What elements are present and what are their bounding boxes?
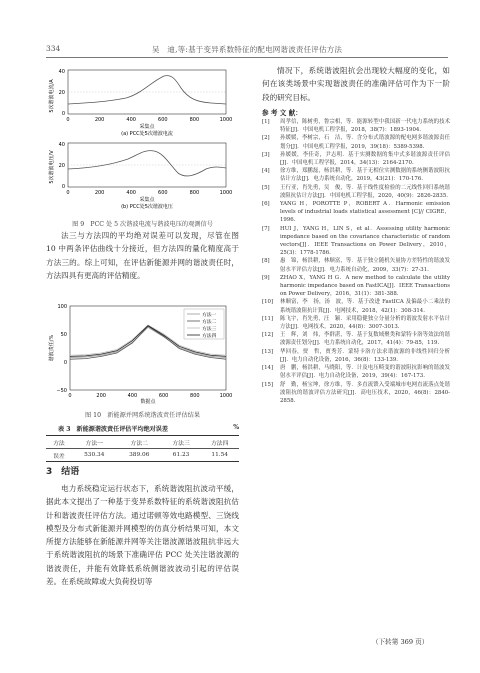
right-paragraph: 情况下，系统谐波阻抗会出现较大幅度的变化，如何在该类场景中实现谐波责任的准确评估可作为下一阶段的研究目标。: [262, 66, 450, 102]
figure-9: [46, 64, 239, 228]
panel-a-ytick: 40: [58, 69, 65, 75]
figure-10-chart: [46, 300, 239, 404]
figure-10: [46, 300, 239, 420]
figure-10-ylabel: 谐波责任/%: [49, 334, 55, 362]
figure-10-xtick: 400: [127, 393, 138, 399]
figure-10-ytick: 0: [63, 360, 67, 366]
reference-item: [4] 徐方维，郑鹏磊，杨洪耕，等．基于无相位实测数据的系统侧谐波阻抗估计方法[J]．电力系统自动化，2019，43(21)：170-176.: [262, 168, 450, 183]
left-paragraph-1: 法三与方法四的平均绝对误差可以发现，尽管在图 10 中两条评估曲线十分接近，但方法四的量化精度高于方法三的。综上可知，在评估新能源并网的谐波责任时，方法四具有更高的评估精度。: [46, 231, 239, 280]
panel-a-xtick: 400: [126, 117, 136, 123]
page-header: [46, 44, 446, 58]
figure-9-caption: 图 9 PCC 处 5 次谐波电流与谐波电压的观测信号: [72, 221, 213, 228]
panel-b-ytick: 20: [58, 163, 65, 169]
figure-10-xtick: 600: [158, 393, 169, 399]
panel-b-xtick: 1000: [219, 190, 233, 196]
reference-item: [2] 孙媛媛，李树宗，石 洁，等．含分布式谐波源的配电网多谐波源责任划分[J]．中国电机工程学报，2019，39(18)：5389-5398.: [262, 135, 450, 150]
legend-item: 方法二: [202, 320, 217, 325]
legend-item: 方法一: [202, 313, 217, 318]
panel-b: [48, 142, 232, 210]
section-3-title: 3 结语: [46, 467, 80, 477]
panel-a-ytick: 0: [61, 111, 65, 117]
panel-a-xtick: 0: [66, 117, 70, 123]
figure-10-xlabel: 数据点: [140, 399, 156, 404]
panel-a-xtick: 600: [158, 117, 168, 123]
table-3: [46, 424, 239, 462]
reference-item: [5] 王行亚，肖先勇，吴 俊，等．基于线性度检验的二元线性回归系统谐波阻抗估计方法[J]．中国电机工程学报，2020，40(9)：2826-2835.: [262, 184, 450, 199]
reference-item: [15] 舒 勤，杨宝坤，徐方维，等．多直流馈入受端城市电网直流落点处谐波阻抗的谐波评估方法研究[J]．高电压技术，2020，46(8)：2840-2858.: [262, 381, 450, 404]
panel-b-ytick: 0: [61, 184, 65, 190]
figure-10-xtick: 1000: [219, 393, 233, 399]
table-header-cell: 方法: [46, 436, 72, 449]
panel-b-ytick: 40: [58, 142, 65, 148]
header-rule: [46, 57, 448, 58]
table-row: [46, 449, 239, 462]
reference-list: [262, 118, 450, 405]
running-title: 吴 迪,等:基于变异系数特征的配电网谐波责任评估方法: [152, 45, 343, 54]
reference-item: [14] 唐 鹏，杨洪耕，马晓阳，等．计及电压畸变的谐波阻抗影响的谐波发射水平评估[J]．电力自动化设备，2019，39(4)：167-173.: [262, 365, 450, 380]
reference-item: [10] 林顺富，李 扬，汤 波，等．基于改进 FastICA 及偏最小二乘法的系统谐波阻抗计算[J]．电网技术，2018，42(1)：308-314.: [262, 299, 450, 314]
panel-b-xtick: 0: [66, 190, 70, 196]
figure-9-plots: [46, 64, 239, 214]
panel-a-xtick: 800: [189, 117, 200, 123]
figure-10-ytick: −50: [56, 388, 67, 394]
panel-b-xtick: 600: [158, 190, 168, 196]
figure-10-xtick: 200: [96, 393, 106, 399]
panel-b-xlabel: 采集点: [139, 197, 155, 203]
reference-item: [12] 王 辉，刘 炜，李群湛，等．基于复数域聚类和蒙特卡洛等效法的谐波源责任划分[J]．电力系统自动化，2017，41(4)：79-85，119.: [262, 332, 450, 347]
reference-item: [7] HUI J，YANG H，LIN S，et al．Assessing utility harmonic impedance based on the covariance characteristic of random vectors[J]．IEEE Transactions on Power Delivery，2010，25(3)：1778-1786.: [262, 225, 450, 257]
references-title: 参 考 文 献：: [262, 109, 302, 117]
table-header-cell: 方法三: [162, 436, 201, 449]
table-cell: 61.23: [162, 449, 201, 462]
panel-a-xtick: 1000: [219, 117, 233, 123]
panel-a-xlabel: 采集点: [139, 124, 155, 130]
continued-note: （下转第 369 页）: [372, 638, 429, 646]
table-cell: 11.54: [200, 449, 239, 462]
table-3-grid: [46, 435, 239, 462]
panel-a-curve: [68, 76, 226, 104]
legend-item: 方法四: [202, 334, 217, 339]
panel-a: [48, 69, 232, 137]
panel-a-ytick: 20: [58, 90, 65, 96]
reference-item: [3] 孙媛媛，李佳奇，尹志明．基于实测数据的集中式多谐波源责任评估[J]．中国电机工程学报，2014，34(13)：2164-2170.: [262, 151, 450, 167]
reference-item: [11] 陈飞宇，肖先勇，汪 颖．采用稳健独立分量分析的谐波发射水平估计方法[J]．电网技术，2020，44(8)：3007-3013.: [262, 315, 450, 331]
table-cell: 误差: [46, 449, 72, 462]
reference-item: [1] 周孝信，陈树勇，鲁宗相，等．能源转型中我国新一代电力系统的技术特征[J]．中国电机工程学报，2018，38(7)：1893-1904.: [262, 119, 450, 134]
reference-item: [6] YANG H，POROTTE P，ROBERT A．Harmonic emission levels of industrial loads statistical assessment [C]// CIGRE，1996.: [262, 201, 450, 224]
figure-10-xtick: 800: [190, 393, 200, 399]
figure-10-ytick: 50: [60, 332, 67, 338]
reference-item: [13] 华回春，贾 哲，贾秀芳．蒙特卡洛方法求谐波源的非线性回归分析[J]．电力自动化设备，2016，36(8)：133-139.: [262, 348, 450, 363]
table-3-title: 表 3 新能源谐波责任评估平均绝对误差: [58, 426, 168, 433]
panel-b-xtick: 400: [126, 190, 136, 196]
figure-10-caption: 图 10 新能源并网系统谐波责任评估结果: [84, 412, 201, 419]
panel-b-curve: [68, 151, 226, 176]
table-header-cell: 方法一: [72, 436, 117, 449]
table-header-row: [46, 436, 239, 449]
table-3-unit: %: [233, 424, 239, 431]
figure-10-xtick: 0: [68, 393, 72, 399]
table-cell: 389.06: [117, 449, 162, 462]
figure-10-ytick: 100: [57, 304, 67, 310]
panel-b-ylabel: 5次谐波电压/V: [49, 150, 55, 184]
reference-item: [9] ZHAO X，YANG H G．A new method to calculate the utility harmonic impedance based on FastICA[J]．IEEE Transactions on Power Delivery，2016，31(1)：381-388.: [262, 274, 450, 298]
table-header-cell: 方法四: [200, 436, 239, 449]
panel-b-xtick: 800: [189, 190, 200, 196]
panel-b-sublabel: (b) PCC处5次谐波电压: [121, 204, 173, 210]
panel-a-ylabel: 5次谐波电流/A: [49, 79, 55, 113]
left-paragraph-2: 电力系统稳定运行状态下，系统谐波阻抗波动平缓，据此本文提出了一种基于变异系数特征的系统谐波阻抗估计和谐波责任评估方法。通过诺顿等效电路模型、三饶线模型及分布式新能源并网模型的仿真分析结果可知，本文所提方法能够在新能源并网等关注谐波源谐波阻抗非远大于系统谐波阻抗的场景下准确评估 PCC 处关注谐波源的谐波责任，并能有效降低系统侧谐波波动引起的评估误差。在系统故障或大负荷投切等: [46, 484, 239, 587]
figure-10-legend: [184, 309, 224, 339]
table-header-cell: 方法二: [117, 436, 162, 449]
panel-a-xtick: 200: [94, 117, 105, 123]
reference-item: [8] 惠 锦，杨洪耕，林顺富，等．基于独立随机矢量协方差特性的谐波发射水平评估方法[J]．电力系统自动化，2009，33(7)：27-31.: [262, 258, 450, 273]
panel-a-sublabel: (a) PCC处5次谐波电流: [121, 131, 173, 137]
page-number: 334: [46, 44, 61, 53]
legend-item: 方法三: [202, 327, 217, 332]
panel-b-xtick: 200: [94, 190, 105, 196]
table-cell: 530.34: [72, 449, 117, 462]
